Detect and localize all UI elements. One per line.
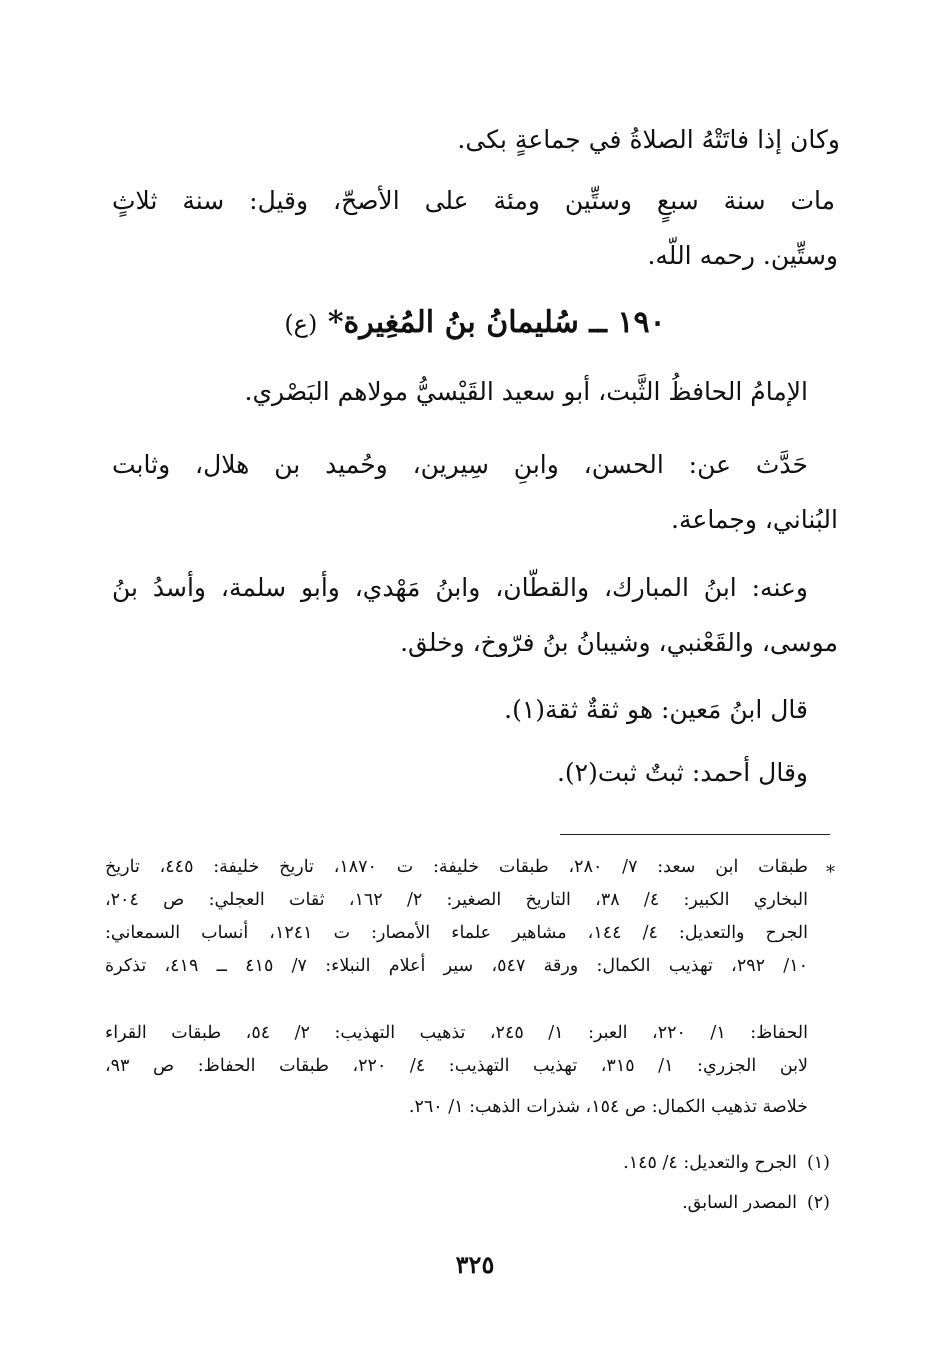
footnote-1-number: (١) — [806, 1153, 830, 1173]
entry-name: سُليمانُ بنُ المُغِيرة — [343, 305, 579, 340]
source-line-7: خلاصة تذهيب الكمال: ص ١٥٤، شذرات الذهب: ١/ ٢٦٠. — [408, 1097, 808, 1117]
bio-line-2: حَدَّث عن: الحسن، وابنِ سِيرين، وحُميد بن هلال، وثابت — [112, 450, 808, 479]
source-line-6: لابن الجزري: ١/ ٣١٥، تهذيب التهذيب: ٤/ ٢٢٠، طبقات الحفاظ: ص ٩٣، — [105, 1056, 808, 1076]
source-line-5: الحفاظ: ١/ ٢٢٠، العبر: ١/ ٢٤٥، تذهيب التهذيب: ٢/ ٥٤، طبقات القراء — [105, 1023, 808, 1043]
source-line-1: طبقات ابن سعد: ٧/ ٢٨٠، طبقات خليفة: ت ١٨٧٠، تاريخ خليفة: ٤٤٥، تاريخ — [105, 857, 808, 877]
source-line-3: الجرح والتعديل: ٤/ ١٤٤، مشاهير علماء الأمصار: ت ١٢٤١، أنساب السمعاني: — [105, 923, 808, 943]
entry-number: ١٩٠ — [617, 305, 666, 340]
entry-symbol: (ع) — [284, 310, 318, 338]
source-line-4: ١٠/ ٢٩٢، تهذيب الكمال: ورقة ٥٤٧، سير أعلام النبلاء: ٧/ ٤١٥ ــ ٤١٩، تذكرة — [105, 956, 808, 976]
source-line-2: البخاري الكبير: ٤/ ٣٨، التاريخ الصغير: ٢/ ١٦٢، ثقات العجلي: ص ٢٠٤، — [105, 890, 808, 910]
bio-line-5: موسى، والقَعْنبي، وشيبانُ بنُ فرّوخ، وخلق. — [400, 628, 838, 657]
footnote-divider — [560, 834, 830, 835]
text-line-2: مات سنة سبعٍ وستِّين ومئة على الأصحّ، وقيل: سنة ثلاثٍ — [112, 186, 835, 215]
text-line-3: وستِّين. رحمه اللّه. — [647, 241, 838, 270]
bio-line-6: قال ابنُ مَعين: هو ثقةٌ ثقة(١). — [504, 695, 808, 724]
bio-line-7: وقال أحمد: ثبتٌ ثبت(٢). — [556, 758, 808, 787]
bio-line-1: الإمامُ الحافظُ الثَّبت، أبو سعيد القَيْسيُّ مولاهم البَصْري. — [244, 377, 808, 406]
footnote-1 — [105, 1148, 830, 1178]
footnote-2-number: (٢) — [806, 1193, 830, 1213]
bio-line-4: وعنه: ابنُ المبارك، والقطّان، وابنُ مَهْدي، وأبو سلمة، وأسدُ بنُ — [112, 573, 808, 602]
entry-star: * — [327, 305, 344, 340]
page-number: ٣٢٥ — [455, 1250, 495, 1279]
footnote-1-text: الجرح والتعديل: ٤/ ١٤٥. — [623, 1153, 797, 1173]
entry-heading — [110, 305, 840, 340]
footnote-2 — [105, 1188, 830, 1218]
footnote-star: * — [826, 862, 835, 883]
footnote-2-text: المصدر السابق. — [682, 1193, 797, 1213]
bio-line-3: البُناني، وجماعة. — [671, 505, 838, 534]
entry-dash: ــ — [589, 305, 607, 340]
text-line-1: وكان إذا فاتَتْهُ الصلاةُ في جماعةٍ بكى. — [457, 125, 840, 154]
